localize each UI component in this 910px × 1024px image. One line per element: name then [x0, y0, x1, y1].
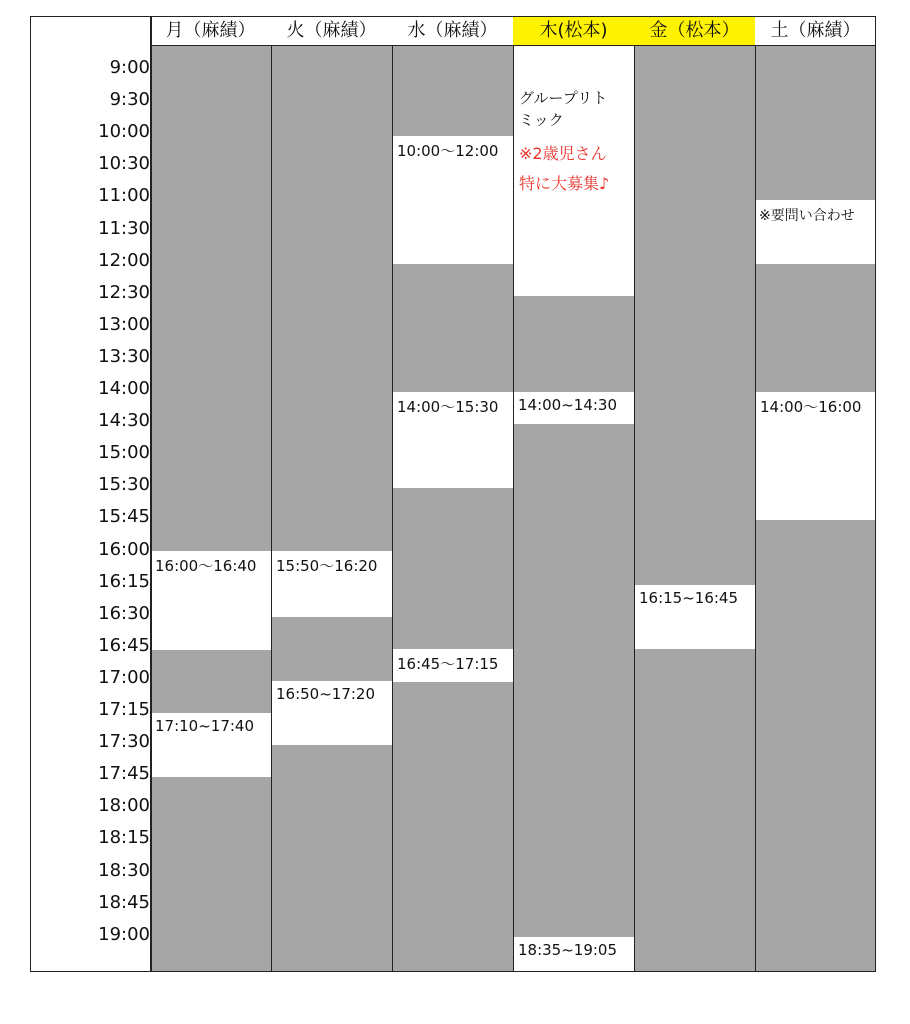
sat-note: ※要問い合わせ [759, 208, 855, 224]
slot-time: 16:15~16:45 [639, 589, 739, 607]
slot-time: 16:45〜17:15 [397, 655, 499, 673]
slot-time: 10:00〜12:00 [397, 142, 499, 160]
time-label: 12:30 [98, 281, 150, 303]
time-label: 16:30 [98, 602, 150, 624]
slot-time: 14:00~14:30 [518, 396, 618, 414]
slot-time: 16:50~17:20 [276, 685, 376, 703]
time-label: 16:15 [98, 570, 150, 592]
slot-time: 15:50〜16:20 [276, 557, 378, 575]
slot-time: 14:00〜16:00 [760, 398, 862, 416]
header-mon: 月（麻績） [150, 16, 271, 46]
time-label: 18:15 [98, 827, 150, 849]
time-label: 12:00 [98, 249, 150, 271]
time-label: 17:30 [98, 731, 150, 753]
time-label: 17:15 [98, 699, 150, 720]
thu-note-4: 特に大募集♪ [519, 174, 610, 193]
header-wed: 水（麻績） [392, 16, 513, 46]
time-label: 16:00 [98, 538, 150, 560]
header-tue: 火（麻績） [271, 16, 392, 46]
slot-time: 18:35~19:05 [518, 941, 618, 959]
time-label: 9:00 [109, 57, 150, 78]
time-label: 19:00 [98, 923, 150, 945]
time-label: 18:00 [98, 795, 150, 817]
time-label: 15:45 [98, 506, 150, 528]
header-fri: 金（松本） [634, 16, 755, 46]
time-label: 13:00 [98, 313, 150, 335]
header-thu: 木(松本) [513, 16, 634, 46]
header-sat: 土（麻績） [755, 16, 876, 46]
time-label: 18:30 [98, 859, 150, 881]
time-label: 15:30 [98, 474, 150, 496]
slot-time: 14:00〜15:30 [397, 398, 499, 416]
time-label: 10:30 [98, 153, 150, 175]
time-label: 9:30 [109, 89, 150, 111]
time-label: 14:30 [98, 410, 150, 432]
time-label: 17:45 [98, 763, 150, 785]
slot-time: 17:10~17:40 [155, 717, 255, 735]
time-column-divider [150, 16, 152, 972]
time-label: 10:00 [98, 121, 150, 143]
time-label: 17:00 [98, 666, 150, 688]
time-label: 18:45 [98, 891, 150, 913]
thu-note-1: グループリト [519, 89, 608, 107]
time-label: 16:45 [98, 634, 150, 656]
schedule-table [30, 16, 876, 972]
time-label: 11:30 [98, 217, 150, 239]
time-label: 13:30 [98, 345, 150, 367]
time-label: 14:00 [98, 378, 150, 399]
time-label: 11:00 [98, 185, 150, 207]
table-frame [30, 16, 876, 972]
slot-time: 16:00〜16:40 [155, 557, 257, 575]
time-label: 15:00 [98, 442, 150, 464]
thu-note-2: ミック [519, 111, 564, 129]
thu-note-3: ※2歳児さん [519, 144, 607, 163]
